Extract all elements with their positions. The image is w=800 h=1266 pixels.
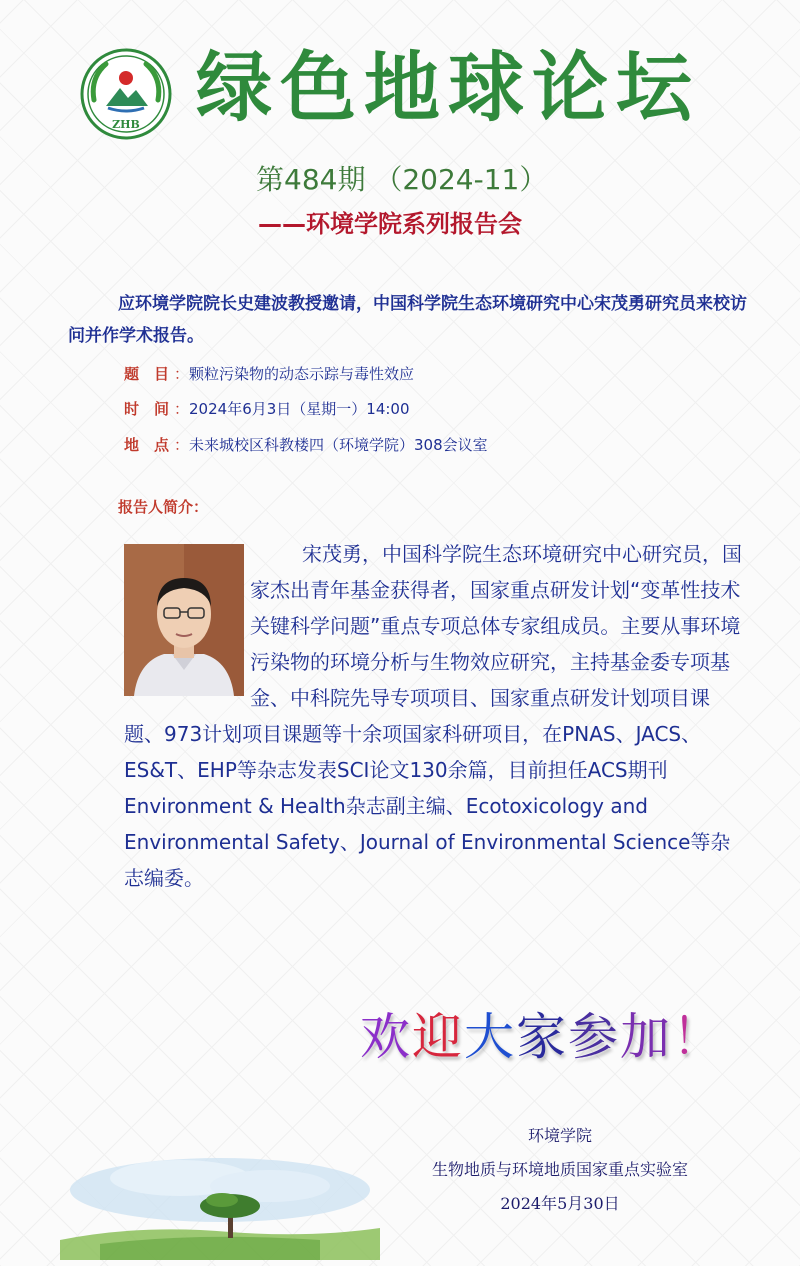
speaker-bio-heading: 报告人简介：: [118, 498, 209, 516]
welcome-char: 大: [464, 1008, 516, 1066]
logo-text: ZHB: [112, 118, 140, 131]
info-time: [124, 397, 410, 421]
time-label: 时 间: [124, 400, 170, 418]
footer-school: 环境学院: [527, 1126, 592, 1145]
info-place: [124, 433, 488, 457]
time-value: 2024年6月3日（星期一）14:00: [189, 400, 410, 418]
place-value: 未来城校区科教楼四（环境学院）308会议室: [189, 436, 488, 454]
info-topic: [124, 362, 414, 386]
place-label: 地 点: [124, 436, 170, 454]
time-colon: ：: [174, 400, 190, 418]
topic-label: 题 目: [124, 365, 170, 383]
issue-number: 第484期 （2024-11）: [256, 163, 548, 196]
topic-colon: ：: [174, 365, 190, 383]
topic-value: 颗粒污染物的动态示踪与毒性效应: [189, 365, 415, 383]
invitation-paragraph: 应环境学院院长史建波教授邀请，中国科学院生态环境研究中心宋茂勇研究员来校访问并作学术报告。: [68, 294, 747, 346]
welcome-char: 欢: [360, 1008, 412, 1066]
place-colon: ：: [174, 436, 190, 454]
tree-illustration: [60, 1140, 380, 1260]
speaker-bio-text: 宋茂勇，中国科学院生态环境研究中心研究员，国家杰出青年基金获得者，国家重点研发计划“变革性技术关键科学问题”重点专项总体专家组成员。主要从事环境污染物的环境分析与生物效应研究，主持基金委专项基金、中科院先导专项项目、国家重点研发计划项目课题、973计划项目课题等十余项国家科研项目，在PNAS、JACS、ES&T、EHP等杂志发表SCI论文130余篇，目前担任ACS期刊Environment & Health杂志副主编、Ecotoxicology and Environmental Safety、Journal of Environmental Science等杂志编委。: [124, 542, 742, 890]
footer-date: 2024年5月30日: [500, 1194, 620, 1213]
speaker-photo: [124, 544, 244, 696]
welcome-char: 加: [620, 1008, 672, 1066]
series-subtitle: ——环境学院系列报告会: [258, 210, 522, 238]
page-title: 绿色地球论坛: [196, 43, 700, 132]
welcome-banner: [360, 1002, 724, 1072]
welcome-char: 参: [568, 1008, 620, 1066]
footer-lab: 生物地质与环境地质国家重点实验室: [431, 1160, 688, 1179]
welcome-char: 迎: [412, 1008, 464, 1066]
welcome-char: ！: [672, 1008, 724, 1066]
welcome-char: 家: [516, 1008, 568, 1066]
zhb-logo: [80, 48, 172, 140]
